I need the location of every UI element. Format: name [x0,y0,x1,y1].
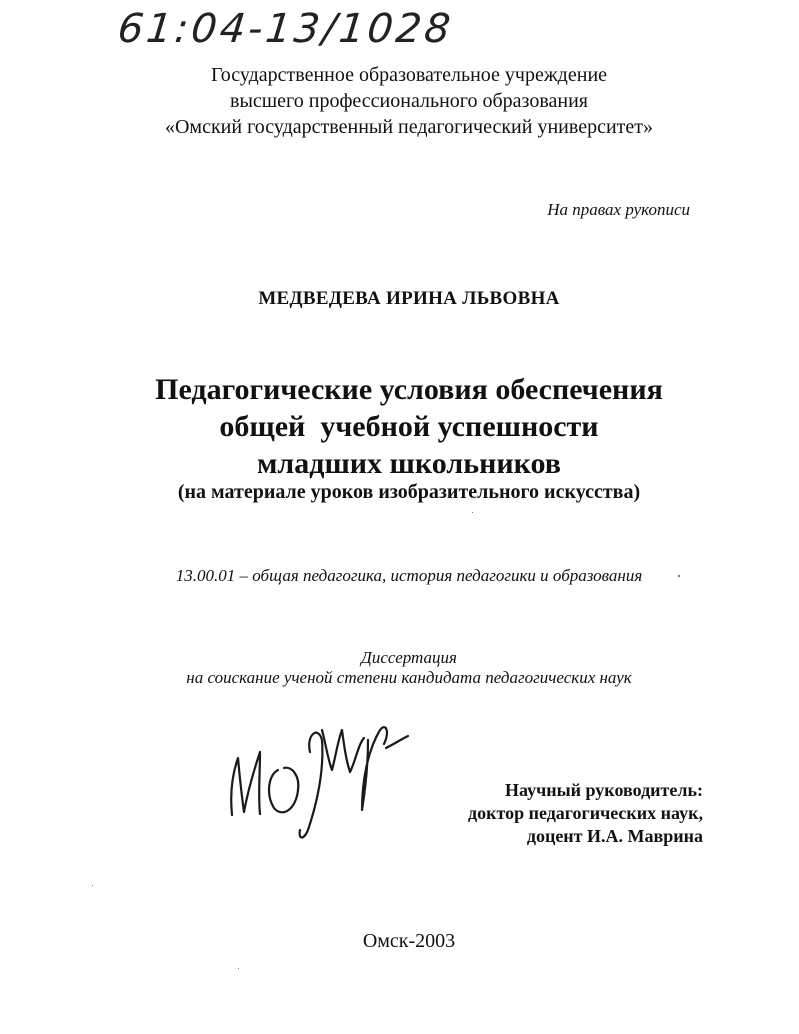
author-name: МЕДВЕДЕВА ИРИНА ЛЬВОВНА [258,288,560,309]
supervisor-line: Научный руководитель: [505,780,703,800]
title-line: Педагогические условия обеспечения [155,373,663,406]
supervisor-line: доктор педагогических наук, [467,803,703,823]
supervisor-block [0,779,703,848]
institution-line: «Омский государственный педагогический университет» [164,116,654,138]
archive-code: 61:04-13/1028 [115,6,456,52]
scan-speck [238,968,239,969]
institution-block [0,62,799,140]
dissertation-line: Диссертация [361,648,457,667]
dissertation-line: на соискание ученой степени кандидата педагогических наук [186,668,632,687]
scan-speck [678,575,680,577]
title-line: младших школьников [257,447,561,480]
specialty-code: 13.00.01 – общая педагогика, история педагогики и образования [175,566,643,585]
subtitle: (на материале уроков изобразительного искусства) [177,481,641,503]
institution-line: высшего профессионального образования [230,90,588,112]
scan-speck [472,512,473,513]
supervisor-line: доцент И.А. Маврина [526,826,703,846]
scan-speck [92,885,93,886]
city-year: Омск-2003 [362,930,456,952]
institution-line: Государственное образовательное учреждение [210,64,608,86]
title-line: общей учебной успешности [219,410,599,443]
manuscript-note: На правах рукописи [547,200,690,219]
dissertation-title [0,371,799,482]
dissertation-type [0,648,799,688]
